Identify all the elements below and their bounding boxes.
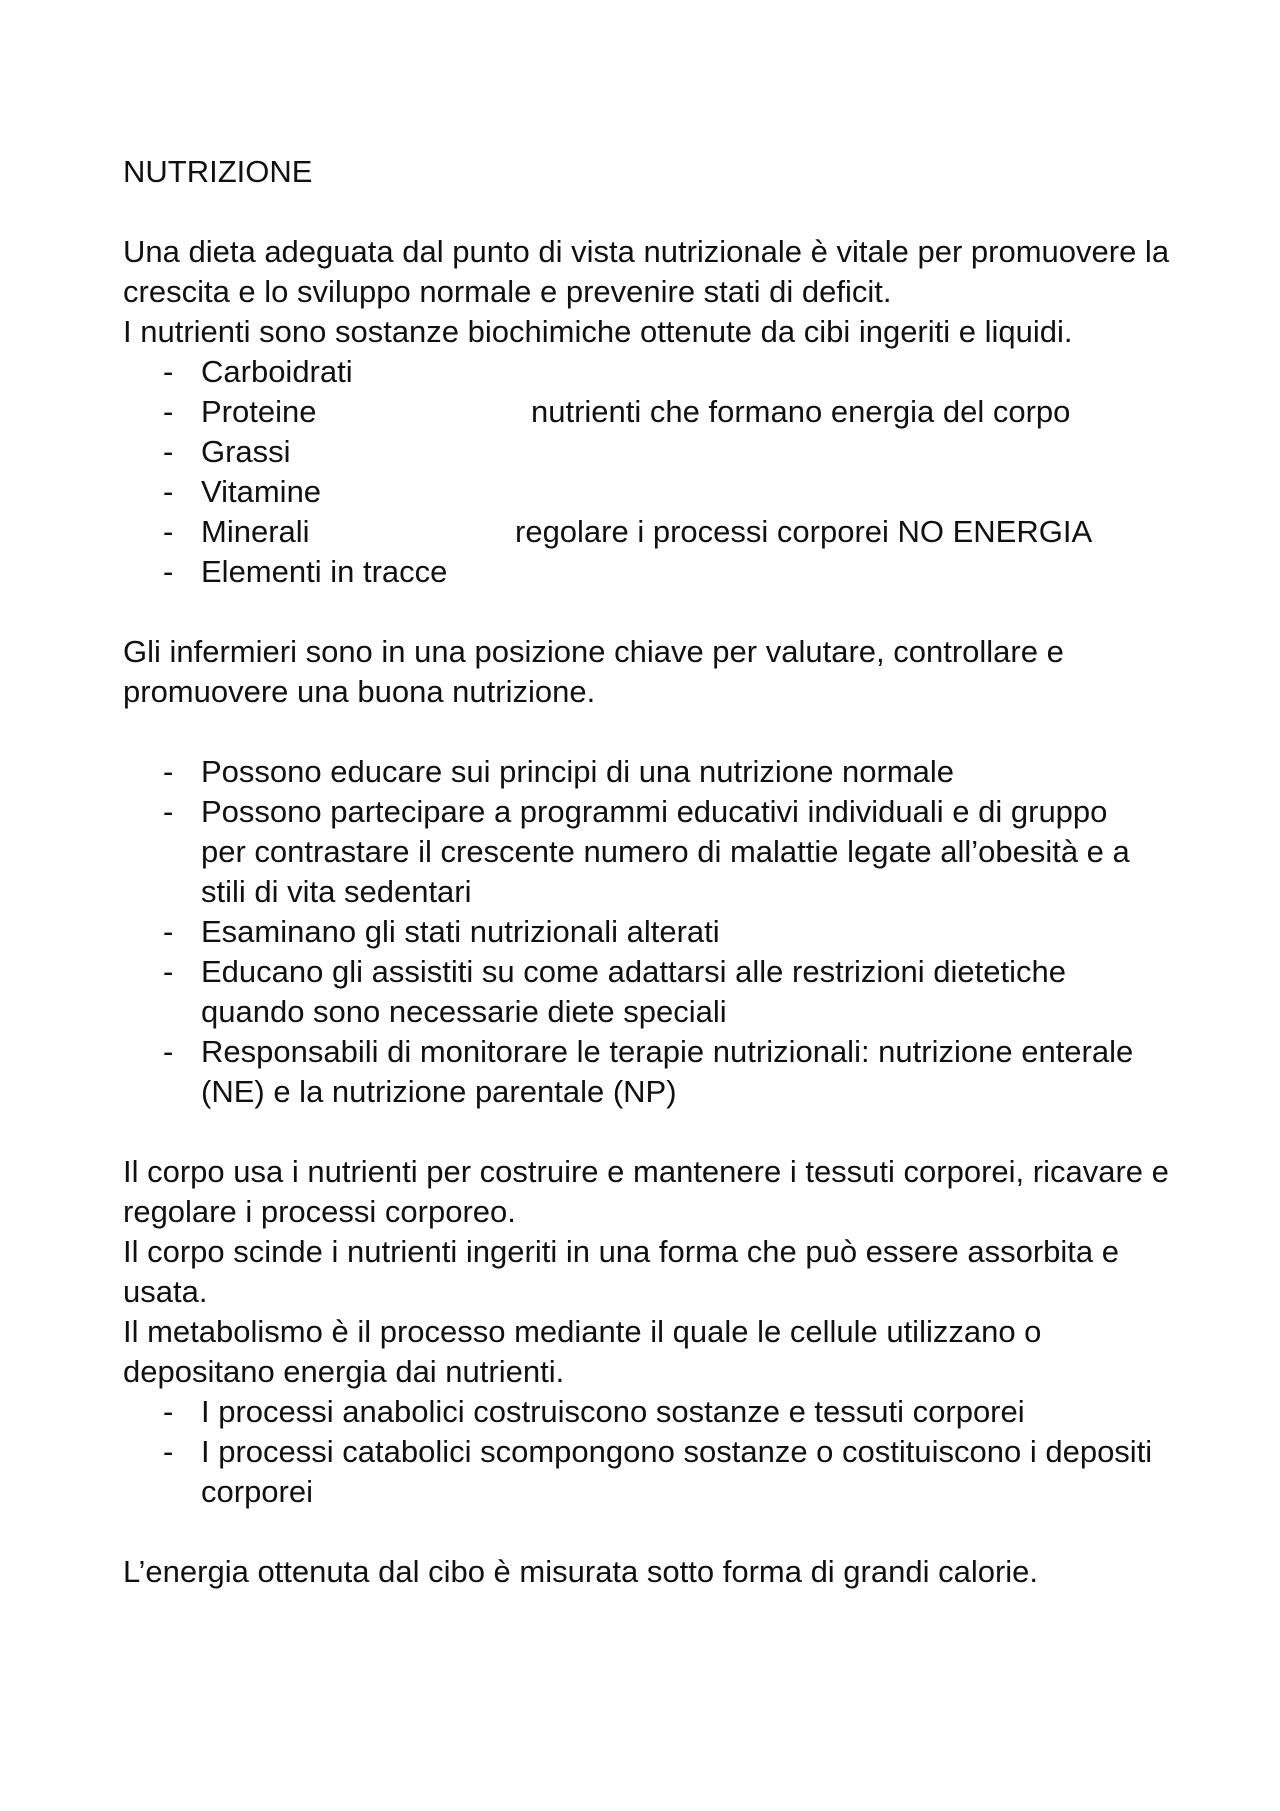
list-item	[123, 432, 1183, 472]
bullet-dash: -	[163, 1034, 174, 1069]
list-item	[123, 472, 1183, 512]
spacer	[123, 592, 1183, 632]
nurse-role-text: Responsabili di monitorare le terapie nutrizionali: nutrizione enterale (NE) e la nutrizione parentale (NP)	[201, 1034, 1134, 1109]
spacer	[123, 1112, 1183, 1152]
body-paragraph-3: Il metabolismo è il processo mediante il quale le cellule utilizzano o depositano energia dai nutrienti.	[123, 1314, 1042, 1389]
bullet-dash: -	[163, 1434, 174, 1469]
nutrient-label: Vitamine	[201, 474, 322, 509]
spacer	[123, 712, 1183, 752]
document-page	[123, 152, 1183, 1592]
nurse-role-text: Educano gli assistiti su come adattarsi alle restrizioni dietetiche quando sono necessarie diete speciali	[201, 954, 1066, 1029]
nurse-role-text: Possono educare sui principi di una nutrizione normale	[201, 754, 955, 789]
nutrient-label: Elementi in tracce	[201, 554, 448, 589]
bullet-dash: -	[163, 914, 174, 949]
bullet-dash: -	[163, 554, 174, 589]
intro-paragraph-2: I nutrienti sono sostanze biochimiche ottenute da cibi ingeriti e liquidi.	[123, 314, 1073, 349]
list-item	[123, 792, 1183, 912]
list-item	[123, 952, 1183, 1032]
nutrient-label: Proteine	[201, 394, 317, 429]
metabolism-text: I processi catabolici scompongono sostanze o costituiscono i depositi corporei	[201, 1434, 1153, 1509]
page-title: NUTRIZIONE	[123, 154, 313, 189]
nurse-role-text: Possono partecipare a programmi educativi individuali e di gruppo per contrastare il crescente numero di malattie legate all’obesità e a stili di vita sedentari	[201, 794, 1130, 909]
bullet-dash: -	[163, 434, 174, 469]
bullet-dash: -	[163, 754, 174, 789]
body-paragraph-1: Il corpo usa i nutrienti per costruire e mantenere i tessuti corporei, ricavare e regolare i processi corporeo.	[123, 1154, 1169, 1229]
nutrient-label: Minerali	[201, 514, 310, 549]
nutrient-label: Carboidrati	[201, 354, 353, 389]
nutrient-label: Grassi	[201, 434, 291, 469]
nutrients-block	[123, 352, 1183, 592]
metabolism-text: I processi anabolici costruiscono sostanze e tessuti corporei	[201, 1394, 1025, 1429]
intro-paragraph-1: Una dieta adeguata dal punto di vista nutrizionale è vitale per promuovere la crescita e lo sviluppo normale e prevenire stati di deficit.	[123, 234, 1170, 309]
bullet-dash: -	[163, 514, 174, 549]
body-paragraph-2: Il corpo scinde i nutrienti ingeriti in una forma che può essere assorbita e usata.	[123, 1234, 1119, 1309]
bullet-dash: -	[163, 474, 174, 509]
regulation-note: regolare i processi corporei NO ENERGIA	[515, 514, 1093, 549]
bullet-dash: -	[163, 394, 174, 429]
list-item	[123, 1392, 1183, 1432]
nurse-roles-list	[123, 752, 1183, 1112]
bullet-dash: -	[163, 1394, 174, 1429]
list-item	[123, 912, 1183, 952]
bullet-dash: -	[163, 954, 174, 989]
list-item	[123, 552, 1183, 592]
list-item	[123, 752, 1183, 792]
closing-paragraph: L’energia ottenuta dal cibo è misurata sotto forma di grandi calorie.	[123, 1554, 1039, 1589]
nutrients-list	[123, 352, 1183, 592]
metabolism-list	[123, 1392, 1183, 1512]
list-item	[123, 1432, 1183, 1512]
nurses-intro-paragraph: Gli infermieri sono in una posizione chiave per valutare, controllare e promuovere una buona nutrizione.	[123, 634, 1064, 709]
bullet-dash: -	[163, 354, 174, 389]
energy-note: nutrienti che formano energia del corpo	[531, 394, 1071, 429]
list-item	[123, 352, 1183, 392]
list-item	[123, 1032, 1183, 1112]
spacer	[123, 1512, 1183, 1552]
bullet-dash: -	[163, 794, 174, 829]
nurse-role-text: Esaminano gli stati nutrizionali alterati	[201, 914, 720, 949]
spacer	[123, 192, 1183, 232]
